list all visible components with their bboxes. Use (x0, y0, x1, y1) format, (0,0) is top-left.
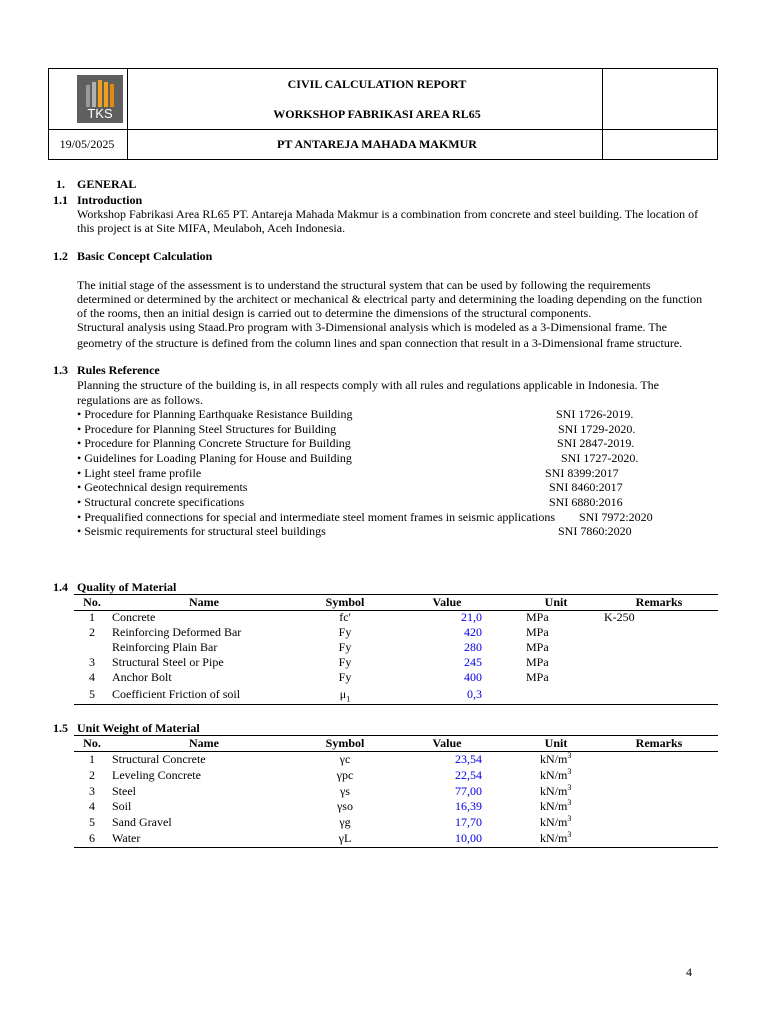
subsection-heading: Introduction (77, 193, 143, 207)
col-value: Value (432, 736, 462, 750)
paragraph-line: this project is at Site MIFA, Meulaboh, Aceh Indonesia. (77, 221, 346, 235)
cell-name: Leveling Concrete (112, 768, 201, 782)
report-title: CIVIL CALCULATION REPORT (287, 77, 467, 91)
paragraph-line: geometry of the structure is defined from the column lines and span connection that result in a 3-Dimensional frame structure. (77, 336, 683, 350)
cell-value: 280 (464, 640, 482, 654)
table-header-row (74, 595, 718, 610)
section-number: 1. (56, 177, 65, 191)
company-name: PT ANTAREJA MAHADA MAKMUR (277, 137, 477, 151)
col-value: Value (432, 595, 462, 609)
rule-code: SNI 8460:2017 (549, 480, 623, 494)
table-row (74, 670, 718, 685)
col-name: Name (189, 736, 219, 750)
col-name: Name (189, 595, 219, 609)
rule-item: • Procedure for Planning Earthquake Resistance Building (77, 407, 353, 421)
cell-symbol (298, 687, 392, 702)
col-no: No. (83, 595, 101, 609)
cell-no: 4 (89, 670, 95, 684)
col-remarks: Remarks (635, 595, 683, 609)
rule-code: SNI 7860:2020 (558, 524, 632, 538)
paragraph-line: regulations are as follows. (77, 393, 203, 407)
cell-name: Concrete (112, 610, 156, 624)
cell-symbol: Fy (338, 670, 352, 684)
cell-symbol: γc (339, 752, 351, 766)
cell-unit: MPa (526, 655, 549, 669)
unit-exponent: 3 (567, 830, 572, 839)
cell-unit (540, 831, 600, 846)
paragraph-line: Workshop Fabrikasi Area RL65 PT. Antareja Mahada Makmur is a combination from concrete and steel building. The location of (77, 207, 699, 221)
table-row (74, 815, 718, 830)
rule-item: • Light steel frame profile (77, 466, 202, 480)
table-row (74, 687, 718, 702)
subsection-heading: Basic Concept Calculation (77, 249, 213, 263)
cell-no: 6 (89, 831, 95, 845)
paragraph-line: of the rooms, then an initial design is carried out to determine the dimensions of the structural components. (77, 306, 592, 320)
cell-value: 17,70 (455, 815, 482, 829)
col-remarks: Remarks (635, 736, 683, 750)
cell-name: Structural Concrete (112, 752, 206, 766)
subsection-number: 1.5 (53, 721, 68, 735)
cell-unit (540, 799, 600, 814)
cell-no: 2 (89, 625, 95, 639)
unit-base: kN/m (540, 768, 568, 782)
cell-symbol: γg (339, 815, 351, 829)
mu-subscript: 1 (346, 694, 351, 704)
subsection-heading: Quality of Material (77, 580, 177, 594)
cell-symbol: Fy (338, 655, 352, 669)
rule-item: • Guidelines for Loading Planing for House and Building (77, 451, 352, 465)
cell-symbol: γL (338, 831, 352, 845)
table-row (74, 655, 718, 670)
table-row (74, 610, 718, 625)
mu-symbol: μ (339, 687, 347, 701)
rule-code: SNI 1727-2020. (561, 451, 639, 465)
unit-base: kN/m (540, 752, 568, 766)
cell-no: 1 (89, 752, 95, 766)
col-unit: Unit (544, 736, 568, 750)
cell-value: 77,00 (455, 784, 482, 798)
subsection-heading: Unit Weight of Material (77, 721, 200, 735)
cell-no: 5 (89, 815, 95, 829)
unit-base: kN/m (540, 815, 568, 829)
rule-item: • Procedure for Planning Steel Structures for Building (77, 422, 337, 436)
unit-base: kN/m (540, 784, 568, 798)
rule-code: SNI 7972:2020 (579, 510, 653, 524)
paragraph-line: Structural analysis using Staad.Pro program with 3-Dimensional analysis which is modeled as a 3-Dimensional frame. The (77, 320, 667, 334)
cell-value: 420 (464, 625, 482, 639)
rule-item: • Procedure for Planning Concrete Structure for Building (77, 436, 351, 450)
subsection-heading: Rules Reference (77, 363, 160, 377)
cell-no: 3 (89, 655, 95, 669)
paragraph-line: determined or determined by the architect or mechanical & electrical party and determining the loading depending on the function (77, 292, 703, 306)
table-row (74, 625, 718, 640)
cell-no: 2 (89, 768, 95, 782)
cell-unit (540, 752, 600, 767)
table-row (74, 752, 718, 767)
table-row (74, 640, 718, 655)
rule-code: SNI 1726-2019. (556, 407, 634, 421)
cell-unit: MPa (526, 610, 549, 624)
subsection-number: 1.1 (53, 193, 68, 207)
unit-exponent: 3 (567, 783, 572, 792)
subsection-number: 1.4 (53, 580, 68, 594)
cell-no: 1 (89, 610, 95, 624)
paragraph-line: Planning the structure of the building is, in all respects comply with all rules and regulations applicable in Indonesia. The (77, 378, 659, 392)
cell-name: Coefficient Friction of soil (112, 687, 241, 701)
cell-remarks: K-250 (604, 610, 635, 624)
cell-unit (540, 815, 600, 830)
col-unit: Unit (544, 595, 568, 609)
cell-symbol: γs (340, 784, 350, 798)
rule-code: SNI 1729-2020. (558, 422, 636, 436)
cell-name: Steel (112, 784, 136, 798)
unit-exponent: 3 (567, 814, 572, 823)
rule-item: • Geotechnical design requirements (77, 480, 248, 494)
report-date: 19/05/2025 (59, 137, 115, 151)
table-row (74, 831, 718, 846)
cell-symbol: Fy (338, 625, 352, 639)
rule-code: SNI 6880:2016 (549, 495, 623, 509)
cell-unit: MPa (526, 640, 549, 654)
cell-name: Soil (112, 799, 132, 813)
table-row (74, 768, 718, 783)
cell-value: 0,3 (467, 687, 482, 701)
cell-name: Reinforcing Deformed Bar (112, 625, 242, 639)
table-row (74, 784, 718, 799)
paragraph-line: The initial stage of the assessment is to understand the structural system that can be used by following the requirements (77, 278, 651, 292)
cell-no: 5 (89, 687, 95, 701)
unit-base: kN/m (540, 831, 568, 845)
col-no: No. (83, 736, 101, 750)
cell-value: 21,0 (461, 610, 482, 624)
cell-name: Reinforcing Plain Bar (112, 640, 218, 654)
unit-exponent: 3 (567, 751, 572, 760)
subsection-number: 1.2 (53, 249, 68, 263)
table-row (74, 799, 718, 814)
col-symbol: Symbol (325, 595, 365, 609)
cell-unit: MPa (526, 670, 549, 684)
cell-symbol: γpc (336, 768, 354, 782)
subsection-number: 1.3 (53, 363, 68, 377)
rule-code: SNI 8399:2017 (545, 466, 619, 480)
unit-base: kN/m (540, 799, 568, 813)
table-header-row (74, 736, 718, 751)
cell-no: 3 (89, 784, 95, 798)
cell-no: 4 (89, 799, 95, 813)
logo-text: TKS (87, 106, 113, 121)
cell-symbol: γso (337, 799, 353, 813)
cell-name: Sand Gravel (112, 815, 172, 829)
col-symbol: Symbol (325, 736, 365, 750)
cell-name: Water (112, 831, 141, 845)
cell-value: 245 (464, 655, 482, 669)
section-heading: GENERAL (77, 177, 137, 191)
cell-unit: MPa (526, 625, 549, 639)
page-number: 4 (686, 965, 692, 979)
rule-item: • Seismic requirements for structural steel buildings (77, 524, 326, 538)
rule-item: • Prequalified connections for special and intermediate steel moment frames in seismic applications (77, 510, 556, 524)
cell-name: Structural Steel or Pipe (112, 655, 224, 669)
cell-unit (540, 768, 600, 783)
cell-value: 16,39 (455, 799, 482, 813)
unit-exponent: 3 (567, 767, 572, 776)
unit-exponent: 3 (567, 798, 572, 807)
project-name: WORKSHOP FABRIKASI AREA RL65 (273, 107, 481, 121)
cell-symbol: Fy (338, 640, 352, 654)
cell-unit (540, 784, 600, 799)
cell-value: 22,54 (455, 768, 482, 782)
cell-value: 400 (464, 670, 482, 684)
cell-value: 23,54 (455, 752, 482, 766)
rule-code: SNI 2847-2019. (557, 436, 635, 450)
rule-item: • Structural concrete specifications (77, 495, 245, 509)
cell-symbol: fc' (339, 610, 351, 624)
cell-name: Anchor Bolt (112, 670, 172, 684)
cell-value: 10,00 (455, 831, 482, 845)
